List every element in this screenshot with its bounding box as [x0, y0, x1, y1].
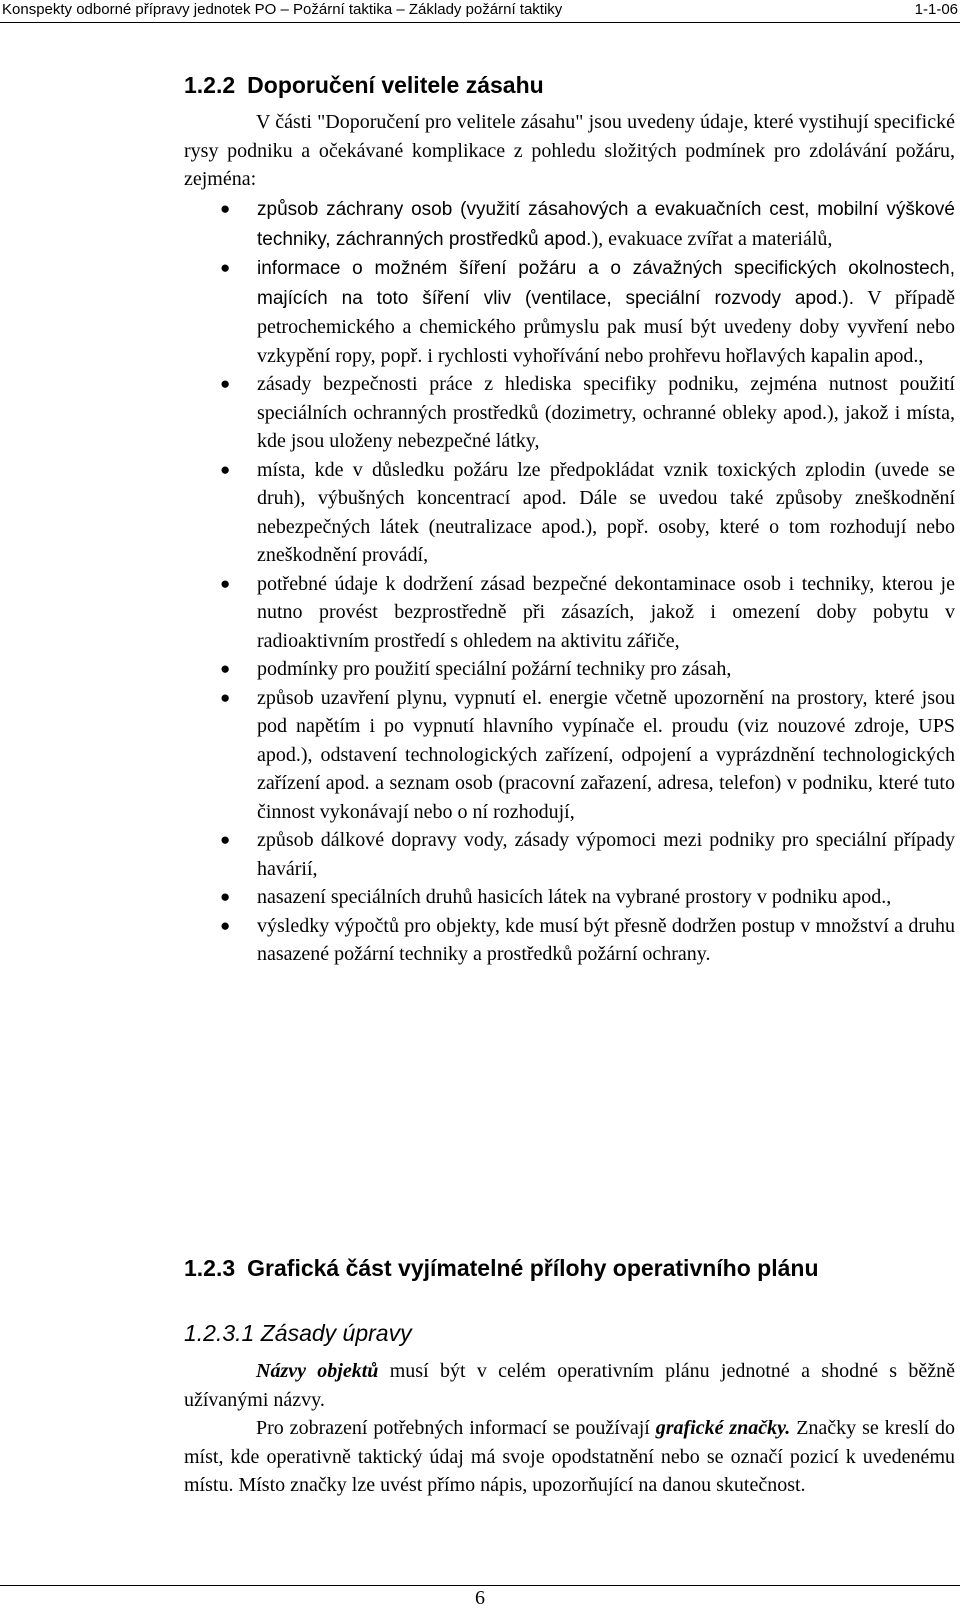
header-rule [0, 22, 960, 23]
page-number: 6 [475, 1587, 485, 1609]
header-code: 1-1-06 [914, 1, 958, 18]
bullet-icon: ● [220, 659, 231, 678]
section-intro: V části "Doporučení pro velitele zásahu" jsou uvedeny údaje, které vystihují specifické rysy podniku a očekávané komplikace z pohledu složitých podmínek pro zdolávání požáru, zejména: [184, 111, 955, 190]
list-item: ● podmínky pro použití speciální požární techniky pro zásah, [184, 655, 955, 684]
bullet-icon: ● [220, 830, 231, 849]
list-item: ● způsob záchrany osob (využití zásahových a evakuačních cest, mobilní výškové techniky, záchranných prostředků apod.), evakuace zvířat a materiálů, [184, 195, 955, 254]
bullet-icon: ● [220, 573, 231, 593]
heading-title: Grafická část vyjímatelné přílohy operativního plánu [247, 1255, 819, 1281]
heading-number: 1.2.2 [184, 72, 236, 98]
list-item: ● potřebné údaje k dodržení zásad bezpečné dekontaminace osob i techniky, kterou je nutno provést bezprostředně při zásazích, jakož i omezení doby pobytu v radioaktivním prostředí s ohledem na aktivitu zářiče, [184, 570, 955, 656]
list-item: ● zásady bezpečnosti práce z hlediska specifiky podniku, zejména nutnost použití speciálních ochranných prostředků (dozimetry, ochranné obleky apod.), jakož i místa, kde jsou uloženy nebezpečné látky, [184, 370, 955, 456]
bullet-icon: ● [220, 687, 231, 707]
list-item: ● výsledky výpočtů pro objekty, kde musí být přesně dodržen postup v množství a druhu nasazené požární techniky a prostředků požární ochrany. [184, 912, 955, 969]
paragraph-symbols: Pro zobrazení potřebných informací se používají grafické značky. Značky se kreslí do míst, kde operativně taktický údaj má svoje opodstatnění nebo se označí pozicí k uvedenému místu. Místo značky lze uvést přímo nápis, upozorňující na danou skutečnost. [184, 1417, 955, 1496]
bullet-icon: ● [220, 258, 231, 277]
list-item: ● informace o možném šíření požáru a o závažných specifických okolnostech, majících na toto šíření vliv (ventilace, speciální rozvody apod.). V případě petrochemického a chemického průmyslu pak musí být uvedeny doby vyvření nebo vzkypění ropy, popř. i rychlosti vyhořívání nebo prohřevu hořlavých kapalin apod., [184, 254, 955, 370]
heading-title: Doporučení velitele zásahu [247, 72, 544, 98]
heading-1-2-3 [184, 1255, 819, 1282]
paragraph-names: Názvy objektů musí být v celém operativním plánu jednotné a shodné s běžně užívanými názvy. [184, 1360, 956, 1411]
bullet-icon: ● [220, 887, 231, 906]
heading-number: 1.2.3.1 [184, 1320, 255, 1346]
recommendations-list [184, 195, 955, 969]
heading-1-2-2 [184, 72, 544, 99]
heading-number: 1.2.3 [184, 1255, 236, 1281]
bullet-icon: ● [220, 374, 231, 393]
footer-rule [0, 1585, 960, 1586]
heading-1-2-3-1 [184, 1320, 412, 1347]
heading-title: Zásady úpravy [260, 1320, 412, 1346]
list-item: ● místa, kde v důsledku požáru lze předpokládat vznik toxických zplodin (uvede se druh), výbušných koncentrací apod. Dále se uvedou také způsoby zneškodnění nebezpečných látek (neutralizace apod.), popř. osoby, které o tom rozhodují nebo zneškodnění provádí, [184, 456, 955, 570]
list-item: ● způsob uzavření plynu, vypnutí el. energie včetně upozornění na prostory, které jsou pod napětím i po vypnutí hlavního vypínače el. proudu (viz nouzové zdroje, UPS apod.), odstavení technologických zařízení, odpojení a vyprázdnění technologických zařízení apod. a seznam osob (pracovní zařazení, adresa, telefon) v podniku, které tuto činnost vykonávají nebo o ní rozhodují, [184, 684, 955, 827]
list-item: ● způsob dálkové dopravy vody, zásady výpomoci mezi podniky pro speciální případy havárií, [184, 826, 955, 883]
emphasis: grafické značky. [655, 1417, 791, 1439]
bullet-icon: ● [220, 199, 231, 218]
list-item: ● nasazení speciálních druhů hasicích látek na vybrané prostory v podniku apod., [184, 883, 955, 912]
emphasis: Názvy objektů [256, 1360, 379, 1382]
bullet-icon: ● [220, 459, 231, 479]
bullet-icon: ● [220, 915, 231, 935]
running-header [0, 0, 960, 22]
header-title: Konspekty odborné přípravy jednotek PO – Požární taktika – Základy požární taktiky [2, 1, 563, 18]
